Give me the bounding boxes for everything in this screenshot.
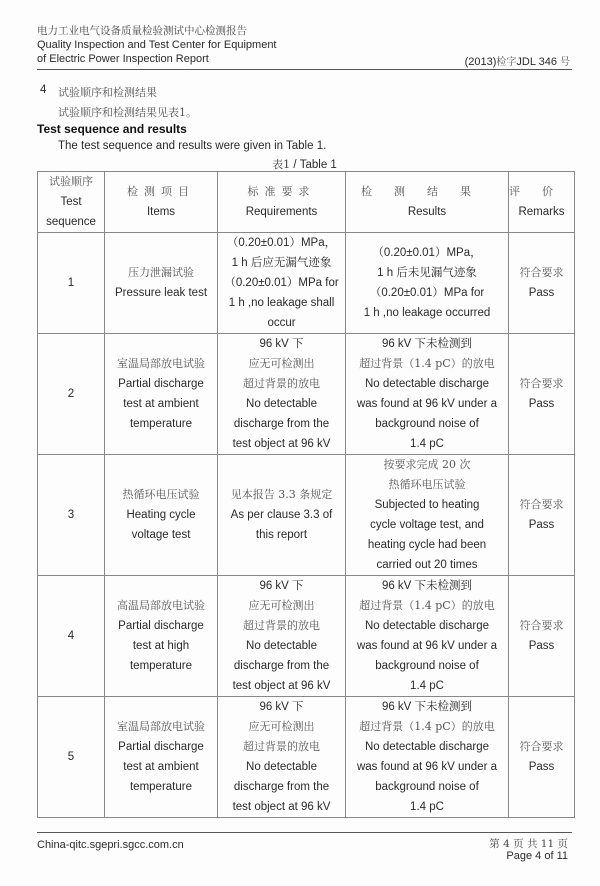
- cell-requirement-line: discharge from the: [233, 660, 330, 672]
- cell-requirement-line: 应无可检测出: [248, 357, 315, 370]
- footer-divider: [37, 832, 572, 833]
- table-caption-sep: /: [290, 159, 300, 171]
- cell-remark: [509, 576, 575, 697]
- table-header-row: [38, 172, 575, 233]
- cell-remark-line: Pass: [528, 761, 555, 773]
- cell-remark: [509, 334, 575, 455]
- table-row: [38, 233, 575, 334]
- header-divider: [37, 69, 572, 70]
- cell-result-line: 1 h 后未见漏气迹象: [377, 267, 477, 279]
- cell-remark-line: 符合要求: [519, 740, 564, 753]
- col-header-requirements-en: Requirements: [245, 206, 318, 218]
- cell-requirement-line: No detectable: [246, 640, 317, 652]
- cell-requirement-line: 1 h 后应无漏气迹象: [231, 257, 332, 269]
- section-number: 4: [40, 84, 47, 96]
- col-header-requirements: [218, 172, 346, 233]
- cell-item: [105, 697, 218, 818]
- cell-requirement-line: 96 kV 下: [259, 580, 304, 592]
- cell-result-line: background noise of: [375, 418, 479, 430]
- report-number-suffix: 号: [560, 57, 570, 68]
- cell-item-line: 室温局部放电试验: [117, 357, 205, 370]
- cell-result: [346, 334, 509, 455]
- col-header-items: [105, 172, 218, 233]
- cell-sequence: 3: [38, 455, 105, 576]
- cell-result-line: （0.20±0.01）MPa for: [369, 287, 485, 299]
- cell-result-line: No detectable discharge: [364, 620, 490, 632]
- cell-item-line: temperature: [129, 781, 192, 793]
- col-header-results-cn: 检测结果: [361, 185, 493, 198]
- results-table: [37, 171, 575, 818]
- cell-requirement-line: occur: [267, 317, 296, 329]
- cell-result-line: 1.4 pC: [410, 438, 444, 450]
- cell-item-line: temperature: [129, 418, 192, 430]
- cell-requirement: [218, 455, 346, 576]
- col-header-results-en: Results: [407, 206, 447, 218]
- cell-result-line: was found at 96 kV under a: [356, 398, 497, 410]
- col-header-requirements-cn: 标准要求: [247, 185, 316, 198]
- header-title-en-line2: of Electric Power Inspection Report: [37, 53, 209, 65]
- cell-result-line: No detectable discharge: [364, 378, 490, 390]
- cell-result-line: 1.4 pC: [410, 680, 444, 692]
- cell-item-line: Heating cycle: [126, 509, 196, 521]
- cell-remark: [509, 697, 575, 818]
- cell-result: [346, 455, 509, 576]
- cell-remark-line: 符合要求: [519, 498, 564, 511]
- table-caption-en: Table 1: [299, 159, 337, 171]
- cell-item-line: Partial discharge: [118, 741, 204, 753]
- cell-requirement-line: discharge from the: [233, 418, 330, 430]
- col-header-sequence-en2: sequence: [46, 216, 96, 228]
- cell-requirement-line: 超过背景的放电: [243, 619, 320, 632]
- cell-requirement-line: No detectable: [246, 398, 317, 410]
- report-number: [465, 53, 570, 68]
- cell-requirement-line: this report: [255, 529, 308, 541]
- table-row: [38, 576, 575, 697]
- cell-requirement: [218, 697, 346, 818]
- cell-result-line: 1.4 pC: [410, 801, 444, 813]
- cell-requirement-line: discharge from the: [233, 781, 330, 793]
- cell-remark: [509, 455, 575, 576]
- cell-sequence: 1: [38, 233, 105, 334]
- cell-requirement-line: 应无可检测出: [248, 599, 315, 612]
- cell-requirement-line: 96 kV 下: [259, 338, 304, 350]
- col-header-results: [346, 172, 509, 233]
- cell-result-line: was found at 96 kV under a: [356, 761, 497, 773]
- col-header-remarks: [509, 172, 575, 233]
- table-row: [38, 697, 575, 818]
- cell-requirement-line: test object at 96 kV: [232, 438, 331, 450]
- cell-result: [346, 697, 509, 818]
- report-number-code: JDL 346: [516, 56, 557, 68]
- cell-remark-line: Pass: [528, 287, 555, 299]
- cell-requirement-line: 1 h ,no leakage shall: [228, 297, 335, 309]
- cell-result-line: background noise of: [375, 781, 479, 793]
- cell-requirement-line: No detectable: [246, 761, 317, 773]
- table-caption: [37, 156, 572, 172]
- cell-item: [105, 576, 218, 697]
- col-header-sequence: [38, 172, 105, 233]
- cell-requirement-line: test object at 96 kV: [232, 680, 331, 692]
- report-number-cn: 检字: [496, 57, 517, 68]
- col-header-sequence-cn: 试验顺序: [49, 175, 93, 188]
- cell-item-line: Partial discharge: [118, 378, 204, 390]
- cell-result-line: was found at 96 kV under a: [356, 640, 497, 652]
- col-header-remarks-cn: 评价: [509, 185, 575, 198]
- header-title-en-line1: Quality Inspection and Test Center for Equipment: [37, 39, 277, 51]
- cell-result-line: Subjected to heating: [374, 499, 480, 511]
- cell-requirement-line: （0.20±0.01）MPa，: [226, 237, 337, 249]
- cell-remark-line: 符合要求: [519, 619, 564, 632]
- section-title-en: Test sequence and results: [37, 122, 187, 136]
- footer-page-cn: 第 4 页 共 11 页: [489, 838, 568, 850]
- cell-item-line: 室温局部放电试验: [117, 720, 205, 733]
- cell-item: [105, 455, 218, 576]
- cell-item-line: Partial discharge: [118, 620, 204, 632]
- cell-result-line: 96 kV 下未检测到: [381, 580, 473, 592]
- cell-requirement-line: 见本报告 3.3 条规定: [230, 488, 333, 501]
- cell-requirement-line: 96 kV 下: [259, 701, 304, 713]
- cell-item-line: 热循环电压试验: [122, 488, 200, 501]
- cell-result-line: No detectable discharge: [364, 741, 490, 753]
- section-subtitle-cn: 试验顺序和检测结果见表1。: [58, 106, 197, 119]
- footer-url: China-qitc.sgepri.sgcc.com.cn: [37, 839, 184, 851]
- cell-sequence: 2: [38, 334, 105, 455]
- cell-result-line: 超过背景（1.4 pC）的放电: [359, 720, 495, 733]
- cell-remark: [509, 233, 575, 334]
- cell-result-line: 超过背景（1.4 pC）的放电: [359, 357, 495, 370]
- cell-remark-line: Pass: [528, 519, 555, 531]
- cell-result: [346, 233, 509, 334]
- cell-item-line: 高温局部放电试验: [117, 599, 205, 612]
- cell-remark-line: 符合要求: [519, 266, 564, 279]
- cell-remark-line: Pass: [528, 398, 555, 410]
- cell-result-line: 1 h ,no leakage occurred: [363, 307, 491, 319]
- col-header-sequence-en1: Test: [60, 196, 82, 208]
- cell-requirement-line: 超过背景的放电: [243, 740, 320, 753]
- cell-remark-line: Pass: [528, 640, 555, 652]
- table-row: [38, 455, 575, 576]
- footer-page-en: Page 4 of 11: [506, 850, 568, 862]
- cell-result-line: 热循环电压试验: [388, 478, 466, 491]
- cell-item: [105, 233, 218, 334]
- table-caption-cn: 表1: [272, 158, 291, 171]
- section-subtitle-en: The test sequence and results were given in Table 1.: [58, 140, 327, 152]
- cell-result-line: background noise of: [375, 660, 479, 672]
- cell-item-line: temperature: [129, 660, 192, 672]
- cell-result-line: 96 kV 下未检测到: [381, 701, 473, 713]
- cell-sequence: 4: [38, 576, 105, 697]
- cell-remark-line: 符合要求: [519, 377, 564, 390]
- cell-item-line: test at ambient: [123, 761, 199, 773]
- cell-result-line: cycle voltage test, and: [370, 519, 484, 531]
- cell-item-line: test at ambient: [123, 398, 199, 410]
- cell-item-line: Pressure leak test: [114, 287, 208, 299]
- cell-requirement-line: 应无可检测出: [248, 720, 315, 733]
- cell-result-line: 96 kV 下未检测到: [381, 338, 473, 350]
- cell-requirement: [218, 233, 346, 334]
- cell-requirement-line: As per clause 3.3 of: [230, 509, 333, 521]
- report-number-prefix: (2013): [464, 56, 497, 68]
- cell-sequence: 5: [38, 697, 105, 818]
- cell-result-line: （0.20±0.01）MPa，: [372, 247, 482, 259]
- cell-item-line: 压力泄漏试验: [128, 266, 194, 279]
- col-header-items-cn: 检测项目: [127, 185, 195, 198]
- cell-result: [346, 576, 509, 697]
- cell-item: [105, 334, 218, 455]
- cell-requirement-line: 超过背景的放电: [243, 377, 320, 390]
- cell-result-line: 按要求完成 20 次: [383, 458, 471, 471]
- cell-requirement-line: （0.20±0.01）MPa for: [224, 277, 339, 289]
- col-header-items-en: Items: [146, 206, 176, 218]
- col-header-remarks-en: Remarks: [518, 206, 565, 218]
- cell-requirement-line: test object at 96 kV: [232, 801, 331, 813]
- cell-requirement: [218, 576, 346, 697]
- cell-requirement: [218, 334, 346, 455]
- cell-result-line: 超过背景（1.4 pC）的放电: [359, 599, 495, 612]
- cell-result-line: heating cycle had been: [367, 539, 487, 551]
- cell-item-line: test at high: [132, 640, 190, 652]
- section-title-cn: 试验顺序和检测结果: [58, 86, 157, 99]
- header-title-cn: 电力工业电气设备质量检验测试中心检测报告: [37, 25, 247, 37]
- table-row: [38, 334, 575, 455]
- cell-result-line: carried out 20 times: [376, 559, 478, 571]
- cell-item-line: voltage test: [131, 529, 191, 541]
